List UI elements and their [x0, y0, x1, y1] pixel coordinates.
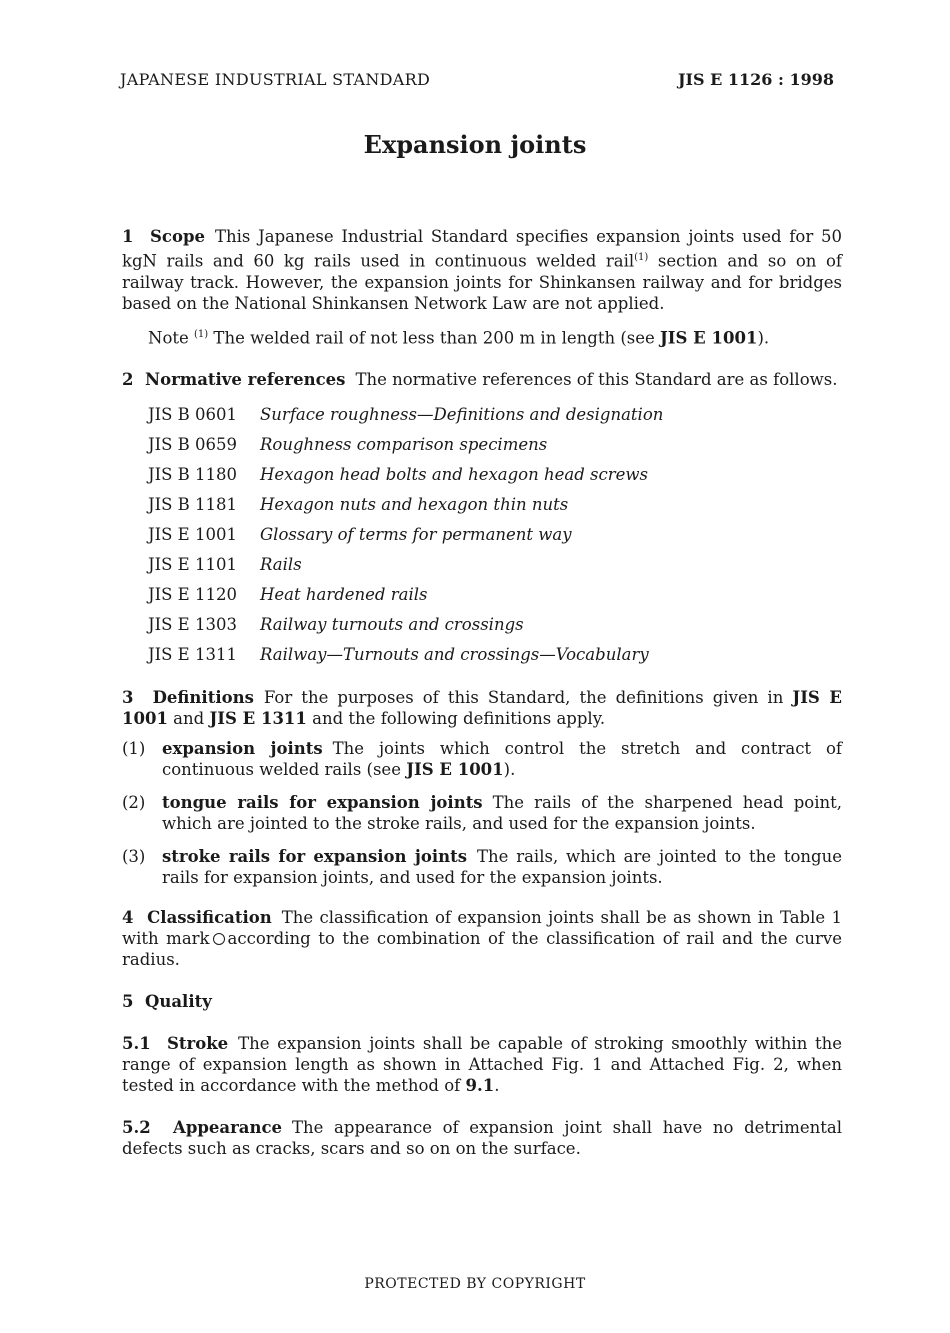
reference-title: Heat hardened rails — [260, 584, 428, 604]
copyright-footer: PROTECTED BY COPYRIGHT — [364, 1276, 586, 1292]
section-definitions: 3 Definitions For the purposes of this Standard, the definitions given in JIS E 1001 and JIS E 1311 and the following definitions apply. — [122, 688, 842, 728]
section-classification: 4 Classification The classification of expansion joints shall be as shown in Table 1 with mark according to the combination of the classification of rail and the curve radius. — [122, 908, 842, 969]
document-body — [122, 226, 842, 1159]
section-scope — [122, 226, 842, 314]
reference-title: Rails — [260, 554, 302, 574]
definition-term: tongue rails for expansion joints — [162, 793, 483, 812]
reference-item — [148, 459, 842, 489]
footnote-mark: (1) — [634, 252, 649, 263]
reference-code: JIS E 1001 — [148, 524, 237, 544]
reference-item — [148, 429, 842, 459]
definitions-ref-2: JIS E 1311 — [209, 709, 307, 728]
circle-mark-icon — [213, 933, 225, 945]
section-stroke-heading: 5.1 Stroke — [122, 1034, 229, 1053]
reference-code: JIS B 0601 — [148, 404, 238, 424]
definition-number: (3) — [122, 847, 146, 866]
section-scope-heading: 1 Scope — [122, 227, 206, 246]
definition-list — [122, 738, 842, 888]
scope-text: This Japanese Industrial Standard specifies expansion joints used for 50 kgN rails and 60 kg rails used in continuous welded rail — [122, 227, 842, 271]
section-quality — [122, 991, 842, 1012]
section-normative-heading: 2 Normative references — [122, 370, 346, 389]
scope-note: Note $^{(1)}$ The welded rail of not less than 200 m in length (see JIS E 1001). — [148, 328, 770, 347]
section-definitions-heading: 3 Definitions — [122, 688, 254, 707]
section-stroke: 5.1 Stroke The expansion joints shall be capable of stroking smoothly within the range of expansion length as shown in Attached Fig. 1 and Attached Fig. 2, when tested in accordance with the method of 9.1. — [122, 1034, 842, 1095]
reference-title: Railway turnouts and crossings — [260, 614, 524, 634]
reference-item — [148, 579, 842, 609]
reference-list — [148, 399, 842, 669]
reference-item — [148, 639, 842, 669]
section-appearance-heading: 5.2 Appearance — [122, 1118, 283, 1137]
section-quality-heading: 5 Quality — [122, 992, 212, 1011]
reference-code: JIS B 1181 — [148, 494, 238, 514]
definition-item: (3) stroke rails for expansion joints The rails, which are jointed to the tongue rails for expansion joints, and used for the expansion joints. — [122, 847, 842, 887]
definition-term: expansion joints — [162, 739, 323, 758]
reference-title: Railway—Turnouts and crossings—Vocabulary — [260, 644, 649, 664]
note-ref: JIS E 1001 — [660, 328, 758, 347]
reference-title: Glossary of terms for permanent way — [260, 524, 572, 544]
reference-title: Surface roughness—Definitions and designation — [260, 404, 664, 424]
definitions-ref-1: JIS E 1001 — [122, 688, 842, 728]
section-normative-references — [122, 369, 842, 390]
reference-item — [148, 489, 842, 519]
definition-item: (2) tongue rails for expansion joints The rails of the sharpened head point, which are jointed to the stroke rails, and used for the expansion joints. — [122, 793, 842, 833]
normative-text: The normative references of this Standard are as follows. — [355, 370, 838, 389]
reference-title: Roughness comparison specimens — [260, 434, 548, 454]
reference-code: JIS E 1120 — [148, 584, 237, 604]
definition-item: (1) expansion joints The joints which control the stretch and contract of continuous welded rails (see JIS E 1001). — [122, 739, 842, 779]
reference-item — [148, 549, 842, 579]
reference-code: JIS E 1101 — [148, 554, 237, 574]
scope-text-cont: section and so on of railway track. However, the expansion joints for Shinkansen railway and for bridges based on the National Shinkansen Network Law are not applied. — [122, 251, 842, 313]
reference-code: JIS B 0659 — [148, 434, 238, 454]
reference-item — [148, 399, 842, 429]
reference-item — [148, 609, 842, 639]
reference-title: Hexagon head bolts and hexagon head screws — [260, 464, 648, 484]
section-appearance: 5.2 Appearance The appearance of expansion joint shall have no detrimental defects such as cracks, scars and so on on the surface. — [122, 1118, 842, 1158]
page-title: Expansion joints — [363, 130, 587, 159]
definition-term: stroke rails for expansion joints — [162, 847, 467, 866]
section-classification-heading: 4 Classification — [122, 908, 272, 927]
header-standard-label: JAPANESE INDUSTRIAL STANDARD — [120, 70, 431, 89]
reference-code: JIS E 1311 — [148, 644, 237, 664]
header-standard-number: JIS E 1126 : 1998 — [677, 70, 834, 89]
definition-number: (2) — [122, 793, 146, 812]
definition-number: (1) — [122, 739, 146, 758]
reference-title: Hexagon nuts and hexagon thin nuts — [260, 494, 569, 514]
reference-code: JIS E 1303 — [148, 614, 237, 634]
reference-code: JIS B 1180 — [148, 464, 238, 484]
stroke-ref: 9.1 — [465, 1076, 495, 1095]
reference-item — [148, 519, 842, 549]
